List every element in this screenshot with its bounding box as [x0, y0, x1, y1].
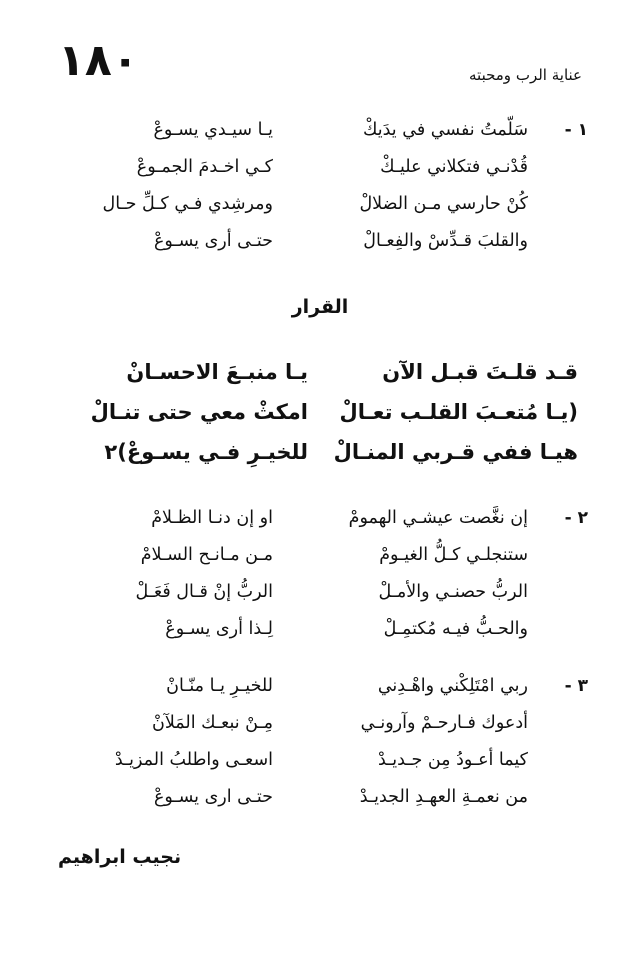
hemistich-right: كيما أعـودُ مِن جـديـدْ — [377, 750, 528, 770]
verse-line — [52, 779, 588, 816]
verse-line — [52, 186, 588, 223]
hemistich-right: من نعمـةِ العهـدِ الجديـدْ — [359, 787, 528, 807]
hemistich-left: للخيـرِ يـا منّـانْ — [166, 676, 273, 696]
hemistich-right: والقلبَ قـدِّسْ والفِعـالْ — [363, 231, 528, 251]
hemistich-right: ستنجلـي كـلُّ الغيـومْ — [379, 545, 528, 565]
hemistich-right: هيـا ففي قـربي المنـالْ — [333, 440, 578, 464]
verse-number: ١ - — [564, 120, 588, 140]
hemistich-left: مـن مـانـح السـلامْ — [140, 545, 273, 565]
stanza-1 — [52, 112, 588, 260]
hemistich-left: حتـى اری يسـوعْ — [153, 787, 273, 807]
refrain-line — [52, 432, 588, 472]
stanza-2 — [52, 500, 588, 648]
hemistich-left: او إن دنـا الظـلامْ — [151, 508, 273, 528]
verse-line — [52, 705, 588, 742]
hemistich-right: والحـبُّ فيـه مُكتمِـلْ — [383, 619, 528, 639]
verse-line — [52, 112, 588, 149]
verse-line — [52, 668, 588, 705]
hemistich-right: قُدْنـي فتكلاني عليـكْ — [380, 157, 528, 177]
hemistich-right: ربي امْتَلِكْني واهْـدِني — [377, 676, 528, 696]
hemistich-left: اسعـى واطلبُ المزيـدْ — [114, 750, 273, 770]
verse-line — [52, 574, 588, 611]
refrain-title: القرار — [291, 296, 349, 318]
hemistich-left: امكثْ معي حتى تنـالْ — [90, 400, 308, 424]
verse-number: ٢ - — [564, 508, 588, 528]
hemistich-right: إن نغَّصت عيشـي الهمومْ — [348, 508, 528, 528]
hemistich-right: الربُّ حصنـي والأمـلْ — [378, 582, 528, 602]
running-title: عناية الرب ومحبته — [469, 66, 582, 84]
hemistich-left: ومرشِدي فـي كـلِّ حـال — [102, 194, 273, 214]
hemistich-left: لِـذا أرى يسـوعْ — [165, 619, 273, 639]
refrain-line — [52, 392, 588, 432]
verse-line — [52, 149, 588, 186]
refrain — [52, 352, 588, 472]
verse-number: ٣ - — [564, 676, 588, 696]
verse-line — [52, 742, 588, 779]
page-number: ١٨٠ — [58, 35, 139, 86]
author-name: نجيب ابراهيم — [58, 846, 182, 868]
refrain-line — [52, 352, 588, 392]
verse-line — [52, 537, 588, 574]
hemistich-left: حتـى أرى يسـوعْ — [153, 231, 273, 251]
hemistich-left: مِـنْ نبعـك المَلآنْ — [151, 713, 273, 733]
stanza-3 — [52, 668, 588, 816]
hemistich-left: الربُّ إنْ قـال فَعَـلْ — [135, 582, 273, 602]
hemistich-left: يـا سيـدي يسـوعْ — [153, 120, 273, 140]
hemistich-right: أدعوك فـارحـمْ وآرونـي — [360, 713, 528, 733]
verse-line — [52, 223, 588, 260]
verse-line — [52, 611, 588, 648]
hemistich-left: للخيـرِ فـي يسـوعْ)٢ — [104, 440, 308, 464]
hemistich-left: يـا منبـعَ الاحسـانْ — [126, 360, 308, 384]
hemistich-left: كـي اخـدمَ الجمـوعْ — [136, 157, 273, 177]
hemistich-right: (يـا مُتعـبَ القلـب تعـالْ — [339, 400, 578, 424]
verse-line — [52, 500, 588, 537]
hemistich-right: كُنْ حارسي مـن الضلالْ — [359, 194, 528, 214]
hemistich-right: قـد قلـتَ قبـل الآن — [382, 360, 578, 384]
hemistich-right: سَلّمتُ نفسي في يدَيكْ — [363, 120, 528, 140]
